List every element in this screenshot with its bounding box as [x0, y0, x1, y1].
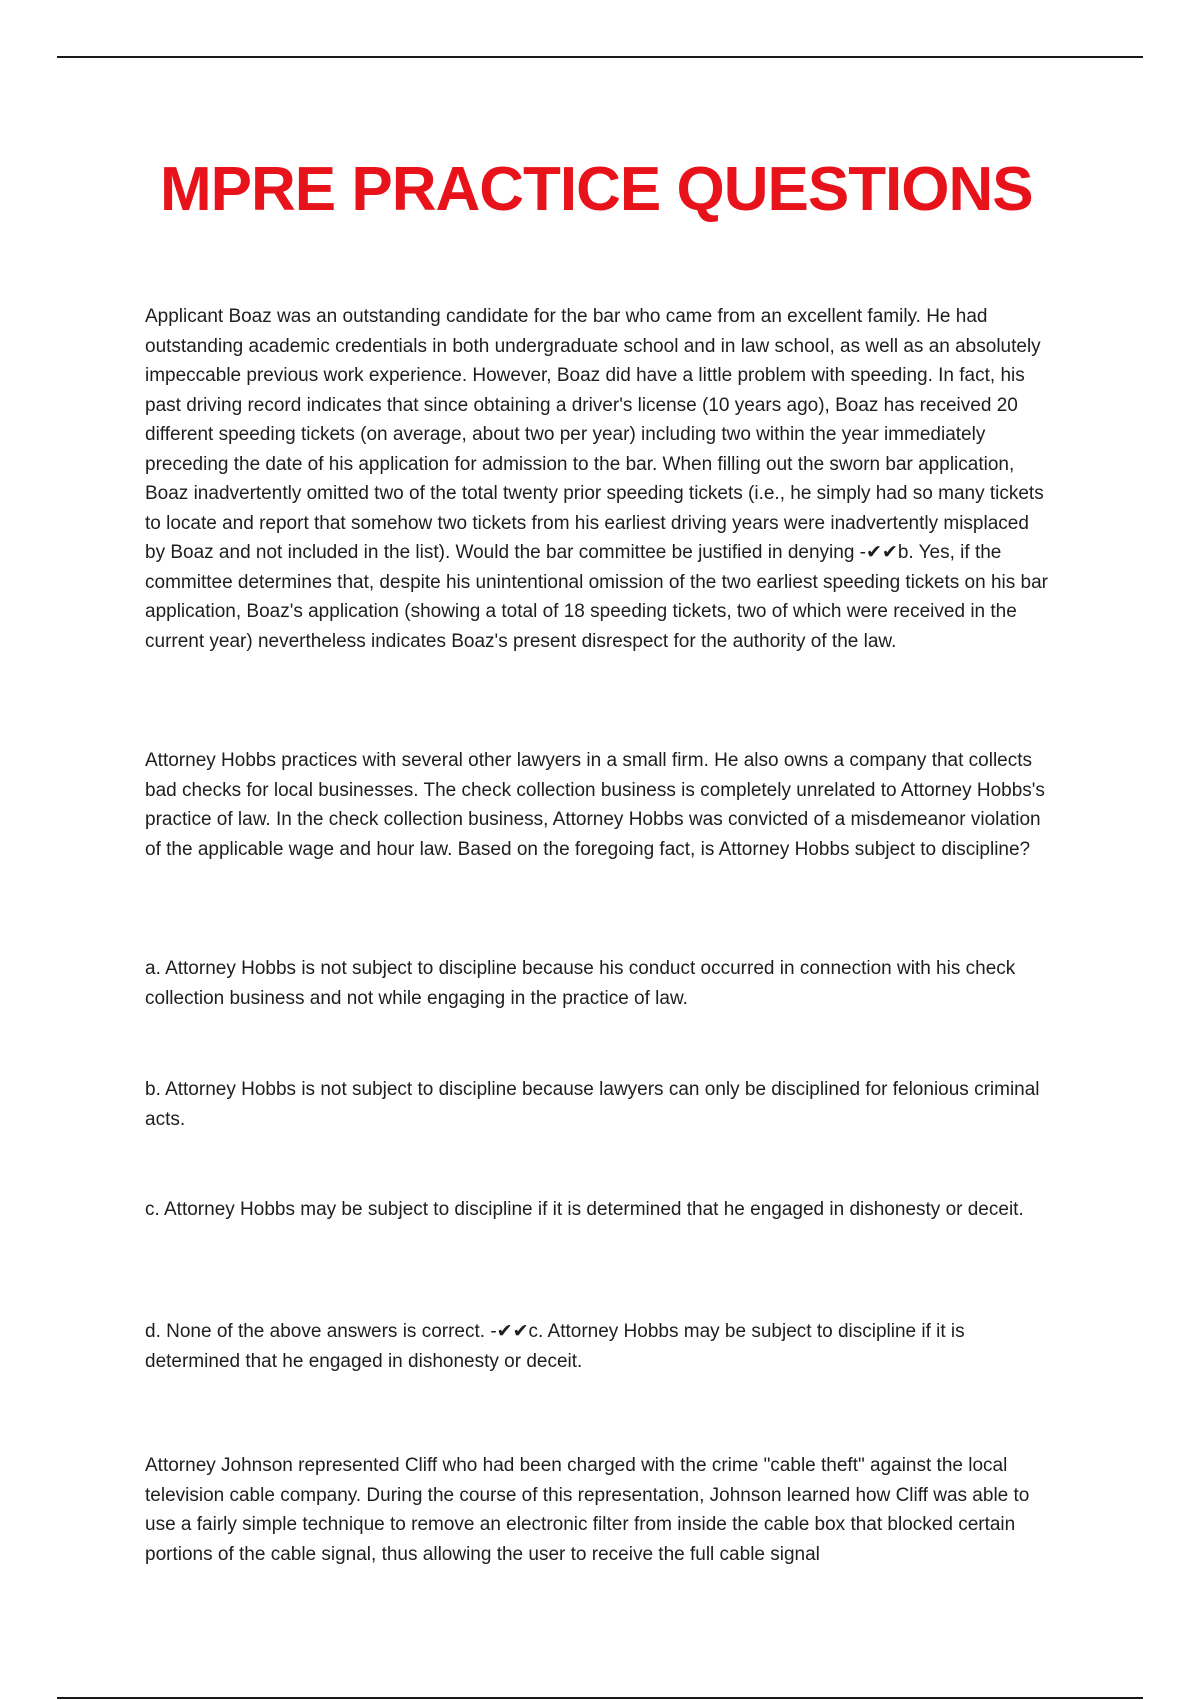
question-boaz: Applicant Boaz was an outstanding candidate for the bar who came from an excellent family. He had outstanding academic credentials in both undergraduate school and in law school, as well as an absolutely impeccable previous work experience. However, Boaz did have a little problem with speeding. In fact, his past driving record indicates that since obtaining a driver's license (10 years ago), Boaz has received 20 different speeding tickets (on average, about two per year) including two within the year immediately preceding the date of his application for admission to the bar. When filling out the sworn bar application, Boaz inadvertently omitted two of the total twenty prior speeding tickets (i.e., he simply had so many tickets to locate and report that somehow two tickets from his earliest driving years were inadvertently misplaced by Boaz and not included in the list). Would the bar committee be justified in denying -✔✔b. Yes, if the committee determines that, despite his unintentional omission of the two earliest speeding tickets on his bar application, Boaz's application (showing a total of 18 speeding tickets, two of which were received in the current year) nevertheless indicates Boaz's present disrespect for the authority of the law. — [145, 306, 1048, 652]
question-hobbs: Attorney Hobbs practices with several other lawyers in a small firm. He also owns a company that collects bad checks for local businesses. The check collection business is completely unrelated to Attorney Hobbs's practice of law. In the check collection business, Attorney Hobbs was convicted of a misdemeanor violation of the applicable wage and hour law. Based on the foregoing fact, is Attorney Hobbs subject to discipline? — [145, 750, 1045, 860]
answer-option-c: c. Attorney Hobbs may be subject to discipline if it is determined that he engaged in dishonesty or deceit. — [145, 1199, 1024, 1220]
answer-option-a: a. Attorney Hobbs is not subject to discipline because his conduct occurred in connection with his check collection business and not while engaging in the practice of law. — [145, 958, 1016, 1009]
answer-option-d: d. None of the above answers is correct. -✔✔c. Attorney Hobbs may be subject to discipline if it is determined that he engaged in dishonesty or deceit. — [145, 1321, 965, 1372]
question-johnson: Attorney Johnson represented Cliff who had been charged with the crime "cable theft" against the local television cable company. During the course of this representation, Johnson learned how Cliff was able to use a fairly simple technique to remove an electronic filter from inside the cable box that blocked certain portions of the cable signal, thus allowing the user to receive the full cable signal — [145, 1455, 1030, 1565]
page-title: MPRE PRACTICE QUESTIONS — [160, 155, 1033, 224]
bottom-rule — [57, 1697, 1143, 1699]
top-rule — [57, 56, 1143, 58]
answer-option-b: b. Attorney Hobbs is not subject to discipline because lawyers can only be disciplined for felonious criminal acts. — [145, 1079, 1040, 1130]
